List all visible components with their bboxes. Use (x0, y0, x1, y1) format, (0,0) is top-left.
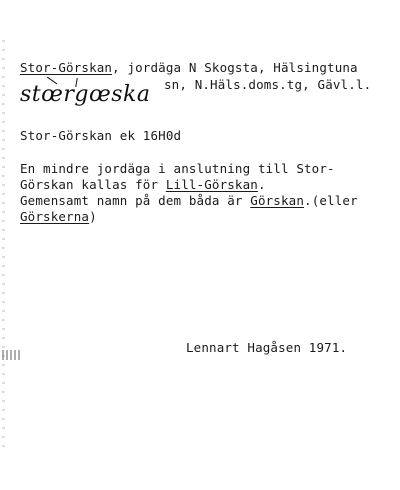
paragraph-line-3 (20, 193, 358, 208)
paragraph-text: . (257, 177, 266, 192)
paragraph-text: ) (89, 209, 97, 224)
header-location: , jordäga N Skogsta, Hälsingtuna (112, 60, 358, 75)
paragraph-line-1: En mindre jordäga i anslutning till Stor- (20, 161, 335, 176)
paragraph-text: Gemensamt namn på dem båda är (20, 193, 251, 208)
place-name-lill-gorskan: Lill-Görskan (165, 177, 258, 192)
place-name-gorskerna: Görskerna (20, 209, 90, 224)
header-line-2: sn, N.Häls.doms.tg, Gävl.l. (164, 77, 372, 92)
paragraph-text: .(eller (304, 193, 358, 208)
paragraph-line-4 (20, 209, 97, 224)
pronunciation-line: Stor-Görskan ek 16H0d (20, 128, 182, 143)
card-edge-marks (2, 40, 5, 450)
phonetic-transcription: stœrgœska (20, 82, 151, 107)
place-name-gorskan: Görskan (250, 193, 305, 208)
signature-line: Lennart Hagåsen 1971. (186, 340, 348, 355)
header-line-1 (20, 60, 358, 75)
headword: Stor-Görskan (20, 60, 113, 75)
card-edge-mark (2, 350, 20, 360)
paragraph-line-2 (20, 177, 266, 192)
paragraph-text: Görskan kallas för (20, 177, 166, 192)
